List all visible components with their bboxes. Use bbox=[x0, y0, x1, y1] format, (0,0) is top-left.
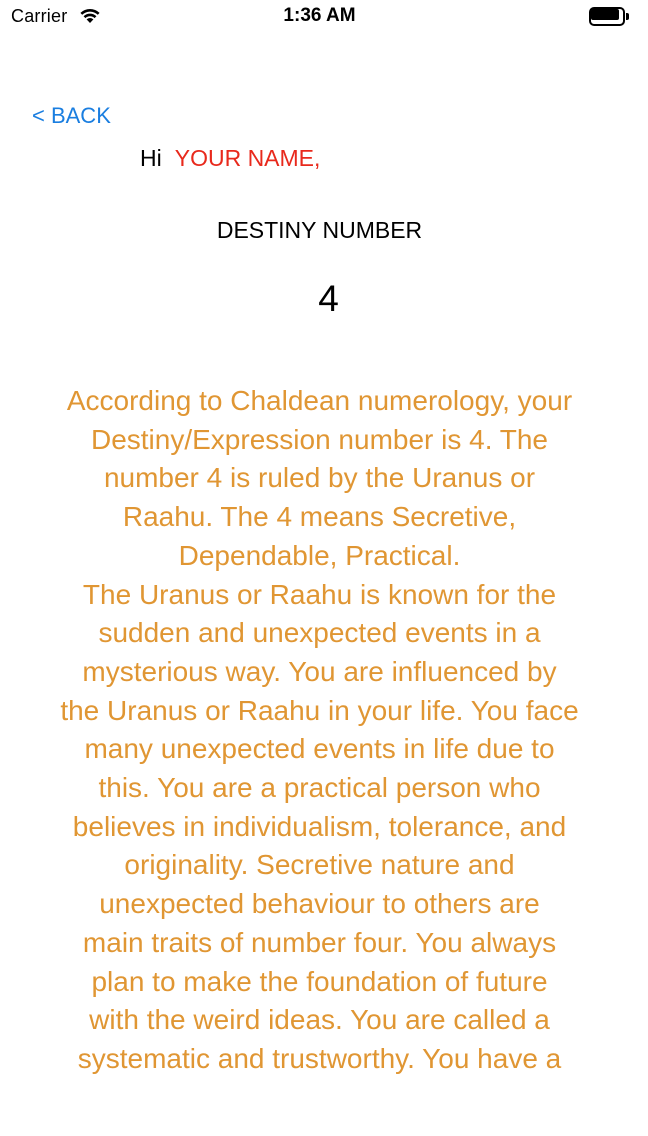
description-scroll-area[interactable] bbox=[24, 382, 615, 1074]
back-button[interactable]: < BACK bbox=[32, 103, 111, 128]
description-text: According to Chaldean numerology, your Destiny/Expression number is 4. The number 4 is ruled by the Uranus or Raahu. The 4 means Secretive, Dependable, Practical. The Uranus or Raahu is known for the sudden and unexpected events in a mysterious way. You are influenced by the Uranus or Raahu in your life. You face many unexpected events in life due to this. You are a practical person who believes in individualism, tolerance, and originality. Secretive nature and unexpected behaviour to others are main traits of number four. You always plan to make the foundation of future with the weird ideas. You are called a systematic and trustworthy. You have a bbox=[60, 385, 579, 1074]
destiny-number-value: 4 bbox=[318, 278, 339, 319]
carrier-label: Carrier bbox=[11, 6, 68, 26]
user-name-label: YOUR NAME, bbox=[174, 145, 321, 171]
destiny-number-title: DESTINY NUMBER bbox=[216, 217, 423, 243]
battery-icon bbox=[589, 7, 629, 26]
greeting bbox=[140, 145, 320, 172]
clock-label: 1:36 AM bbox=[283, 5, 356, 26]
greeting-prefix: Hi bbox=[140, 145, 162, 171]
status-bar bbox=[0, 0, 639, 34]
